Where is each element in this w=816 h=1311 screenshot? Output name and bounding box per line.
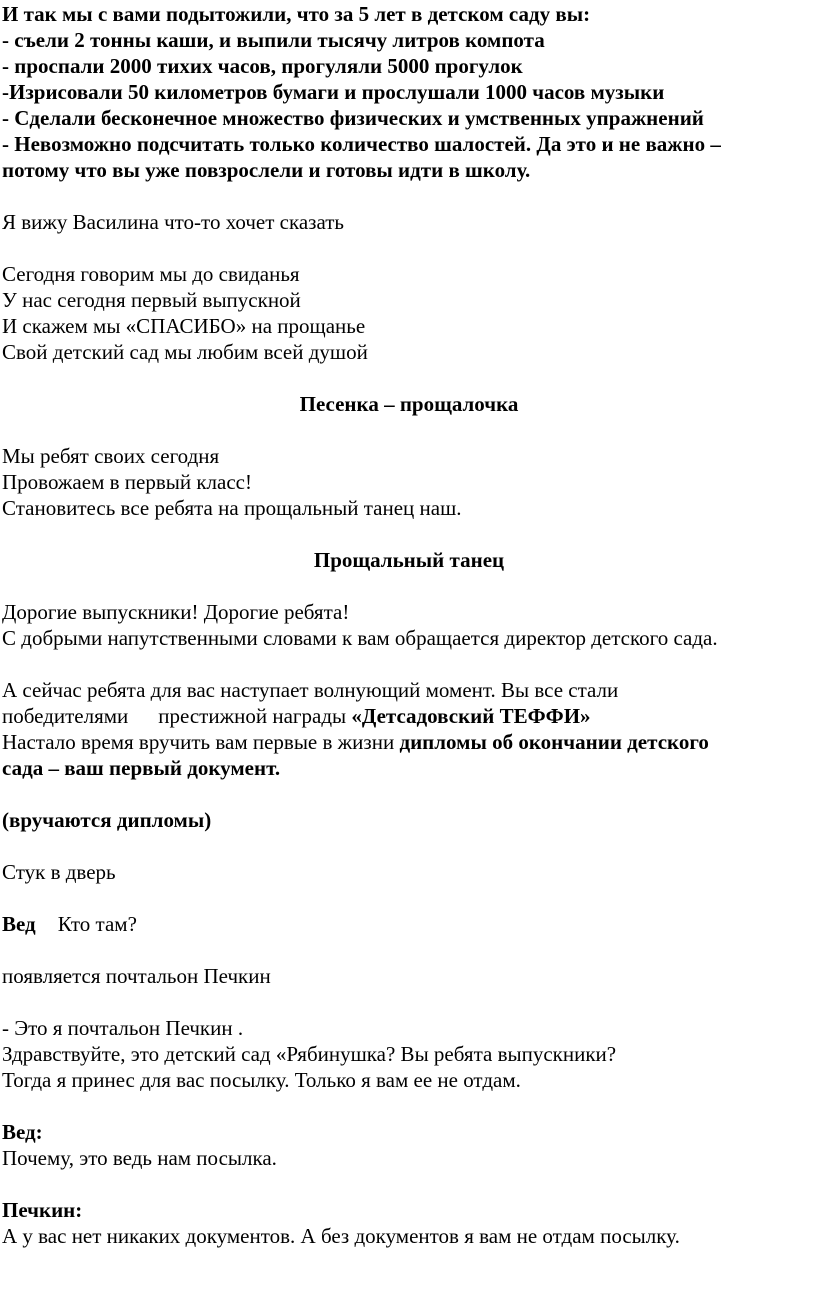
summary-line-3: - проспали 2000 тихих часов, прогуляли 5000 прогулок bbox=[2, 54, 523, 78]
spacer bbox=[2, 989, 816, 1015]
spacer bbox=[2, 521, 816, 547]
vasilina-line: Я вижу Василина что-то хочет сказать bbox=[2, 210, 345, 234]
spacer bbox=[2, 573, 816, 599]
ved-line-1 bbox=[2, 911, 816, 937]
spacer bbox=[2, 833, 816, 859]
spacer bbox=[2, 1093, 816, 1119]
spacer bbox=[2, 417, 816, 443]
summary-line-4: -Изрисовали 50 километров бумаги и прослушали 1000 часов музыки bbox=[2, 80, 665, 104]
spacer bbox=[2, 937, 816, 963]
knock-direction: Стук в дверь bbox=[2, 860, 116, 884]
spacer bbox=[2, 183, 816, 209]
postman-line-1: - Это я почтальон Печкин . bbox=[2, 1016, 244, 1040]
director-block bbox=[2, 599, 816, 651]
verse-block bbox=[2, 443, 816, 521]
ved-line-2: Почему, это ведь нам посылка. bbox=[2, 1146, 277, 1170]
award-diplomas-text: дипломы об окончании детского bbox=[399, 730, 709, 754]
postman-line-3: Тогда я принес для вас посылку. Только я вам ее не отдам. bbox=[2, 1068, 521, 1092]
summary-line-1: И так мы с вами подытожили, что за 5 лет в детском саду вы: bbox=[2, 2, 591, 26]
postman-line-2: Здравствуйте, это детский сад «Рябинушка? Вы ребята выпускники? bbox=[2, 1042, 617, 1066]
pechkin-line: А у вас нет никаких документов. А без документов я вам не отдам посылку. bbox=[2, 1224, 680, 1248]
spacer bbox=[2, 1171, 816, 1197]
award-prize-name: «Детсадовский ТЕФФИ» bbox=[351, 704, 591, 728]
summary-block bbox=[2, 1, 816, 183]
spacer bbox=[2, 235, 816, 261]
ved-text: Кто там? bbox=[57, 912, 137, 936]
verse-line-2: Провожаем в первый класс! bbox=[2, 470, 252, 494]
spacer bbox=[2, 651, 816, 677]
diplomas-direction: (вручаются дипломы) bbox=[2, 808, 212, 832]
award-prize-text: престижной награды bbox=[158, 704, 352, 728]
speaker-ved: Вед bbox=[2, 912, 36, 936]
summary-line-2: - съели 2 тонны каши, и выпили тысячу литров компота bbox=[2, 28, 545, 52]
postman-block bbox=[2, 1015, 816, 1093]
spacer bbox=[2, 365, 816, 391]
summary-line-5: - Сделали бесконечное множество физических и умственных упражнений bbox=[2, 106, 704, 130]
dance-heading: Прощальный танец bbox=[313, 548, 505, 572]
poem-line-4: Свой детский сад мы любим всей душой bbox=[2, 340, 368, 364]
poem-line-2: У нас сегодня первый выпускной bbox=[2, 288, 301, 312]
summary-line-6: - Невозможно подсчитать только количество шалостей. Да это и не важно – bbox=[2, 132, 721, 156]
poem-line-1: Сегодня говорим мы до свиданья bbox=[2, 262, 300, 286]
award-block bbox=[2, 677, 816, 781]
postman-appears-direction: появляется почтальон Печкин bbox=[2, 964, 271, 988]
verse-line-1: Мы ребят своих сегодня bbox=[2, 444, 220, 468]
spacer bbox=[2, 781, 816, 807]
speaker-ved-2: Вед: bbox=[2, 1120, 43, 1144]
spacer bbox=[2, 885, 816, 911]
speaker-pechkin: Печкин: bbox=[2, 1198, 83, 1222]
award-line-2 bbox=[2, 703, 816, 729]
award-time-text: Настало время вручить вам первые в жизни bbox=[2, 730, 400, 754]
award-line-3 bbox=[2, 729, 816, 755]
poem-block bbox=[2, 261, 816, 365]
poem-line-3: И скажем мы «СПАСИБО» на прощанье bbox=[2, 314, 366, 338]
award-winners-text: победителями bbox=[2, 704, 129, 728]
award-line-1: А сейчас ребята для вас наступает волнующий момент. Вы все стали bbox=[2, 678, 619, 702]
award-line-4: сада – ваш первый документ. bbox=[2, 756, 281, 780]
verse-line-3: Становитесь все ребята на прощальный танец наш. bbox=[2, 496, 462, 520]
director-line-1: Дорогие выпускники! Дорогие ребята! bbox=[2, 600, 350, 624]
summary-line-7: потому что вы уже повзрослели и готовы идти в школу. bbox=[2, 158, 531, 182]
song-heading: Песенка – прощалочка bbox=[299, 392, 519, 416]
director-line-2: С добрыми напутственными словами к вам обращается директор детского сада. bbox=[2, 626, 718, 650]
